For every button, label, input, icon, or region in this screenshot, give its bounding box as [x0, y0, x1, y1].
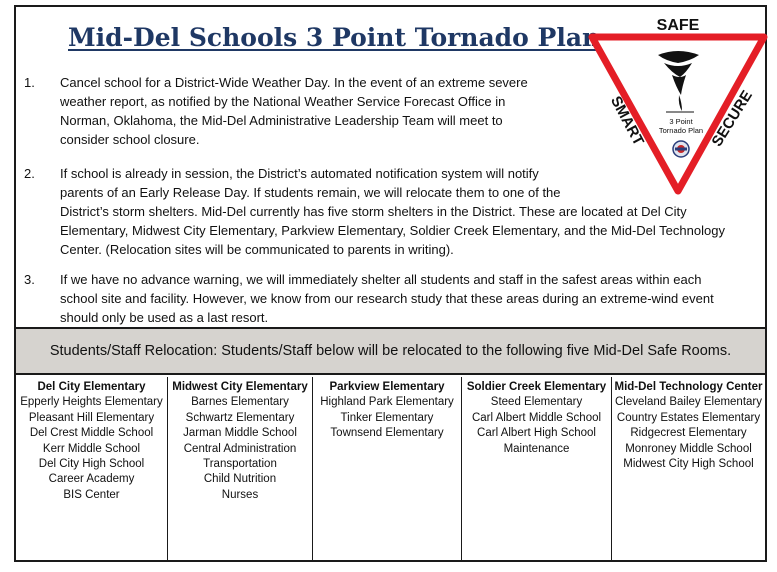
seal-icon	[673, 141, 689, 157]
relocation-table	[16, 377, 765, 560]
column-entry: Steed Elementary	[490, 396, 583, 409]
relocation-column-del-city	[16, 377, 168, 560]
column-entry: Career Academy	[48, 473, 135, 486]
column-entry: Del City High School	[38, 458, 145, 471]
logo-word-safe: SAFE	[656, 17, 700, 34]
item-line: If school is already in session, the District’s automated notification system will notify	[60, 166, 539, 181]
column-entry: Midwest City High School	[623, 458, 754, 471]
relocation-column-technology-center	[612, 377, 765, 560]
column-heading: Mid-Del Technology Center	[614, 381, 763, 393]
column-entry: Carl Albert High School	[477, 427, 596, 440]
logo-caption-line1: 3 Point	[669, 117, 693, 126]
relocation-column-midwest-city	[168, 377, 313, 560]
logo-caption-line2: Tornado Plan	[658, 126, 704, 135]
column-heading: Parkview Elementary	[329, 381, 445, 393]
document-frame	[14, 5, 767, 562]
item-line: weather report, as notified by the National Weather Service Forecast Office in	[60, 94, 506, 109]
column-entry: Highland Park Elementary	[320, 396, 454, 409]
column-entry: Pleasant Hill Elementary	[28, 411, 155, 424]
column-entry: Nurses	[221, 488, 259, 501]
column-entry: Del Crest Middle School	[29, 427, 154, 440]
column-entry: Transportation	[203, 458, 277, 471]
item-line: should only be used as a last resort.	[60, 310, 269, 325]
item-number: 2.	[24, 166, 35, 181]
column-entry: Jarman Middle School	[183, 427, 297, 440]
item-line: If we have no advance warning, we will immediately shelter all students and staff in the safest areas within each	[60, 272, 702, 287]
column-entry: Carl Albert Middle School	[471, 411, 602, 424]
column-entry: Country Estates Elementary	[616, 411, 761, 424]
relocation-column-soldier-creek	[462, 377, 612, 560]
column-heading: Del City Elementary	[37, 381, 146, 393]
item-line: District’s storm shelters. Mid-Del currently has five storm shelters in the District. These are located at Del City	[60, 204, 687, 219]
tornado-icon	[658, 51, 699, 112]
column-entry: Ridgecrest Elementary	[630, 427, 747, 440]
item-line: Norman, Oklahoma, the Mid-Del Administrative Leadership Team will meet to	[60, 113, 503, 128]
relocation-column-parkview	[313, 377, 462, 560]
item-line: Cancel school for a District-Wide Weather Day. In the event of an extreme severe	[60, 75, 528, 90]
item-line: consider school closure.	[60, 132, 200, 147]
item-line: Elementary, Midwest City Elementary, Parkview Elementary, Soldier Creek Elementary, and the Mid-Del Technology	[60, 223, 725, 238]
column-entry: Tinker Elementary	[340, 411, 434, 424]
column-entry: BIS Center	[63, 488, 120, 501]
page-title: Mid-Del Schools 3 Point Tornado Plan	[68, 23, 601, 52]
column-entry: Child Nutrition	[203, 473, 277, 486]
column-heading: Midwest City Elementary	[172, 381, 308, 393]
column-entry: Townsend Elementary	[330, 427, 444, 440]
column-heading: Soldier Creek Elementary	[466, 381, 607, 393]
column-entry: Schwartz Elementary	[185, 411, 295, 424]
relocation-banner: Students/Staff Relocation: Students/Staff below will be relocated to the following five Mid-Del Safe Rooms.	[16, 327, 765, 375]
column-entry: Epperly Heights Elementary	[20, 396, 163, 409]
column-entry: Monroney Middle School	[625, 442, 752, 455]
item-line: parents of an Early Release Day. If students remain, we will relocate them to one of the	[60, 185, 561, 200]
logo-word-smart: SMART	[606, 93, 647, 149]
column-entry: Cleveland Bailey Elementary	[614, 396, 763, 409]
logo-word-secure: SECURE	[708, 87, 756, 150]
item-number: 3.	[24, 272, 35, 287]
column-entry: Central Administration	[183, 442, 297, 455]
item-line: school site and facility. However, we know from our research study that these areas during an extreme-wind event	[60, 291, 714, 306]
column-entry: Kerr Middle School	[42, 442, 141, 455]
column-entry: Maintenance	[503, 442, 570, 455]
item-number: 1.	[24, 75, 35, 90]
column-entry: Barnes Elementary	[191, 396, 289, 409]
item-line: Center. (Relocation sites will be communicated to parents in writing).	[60, 242, 454, 257]
